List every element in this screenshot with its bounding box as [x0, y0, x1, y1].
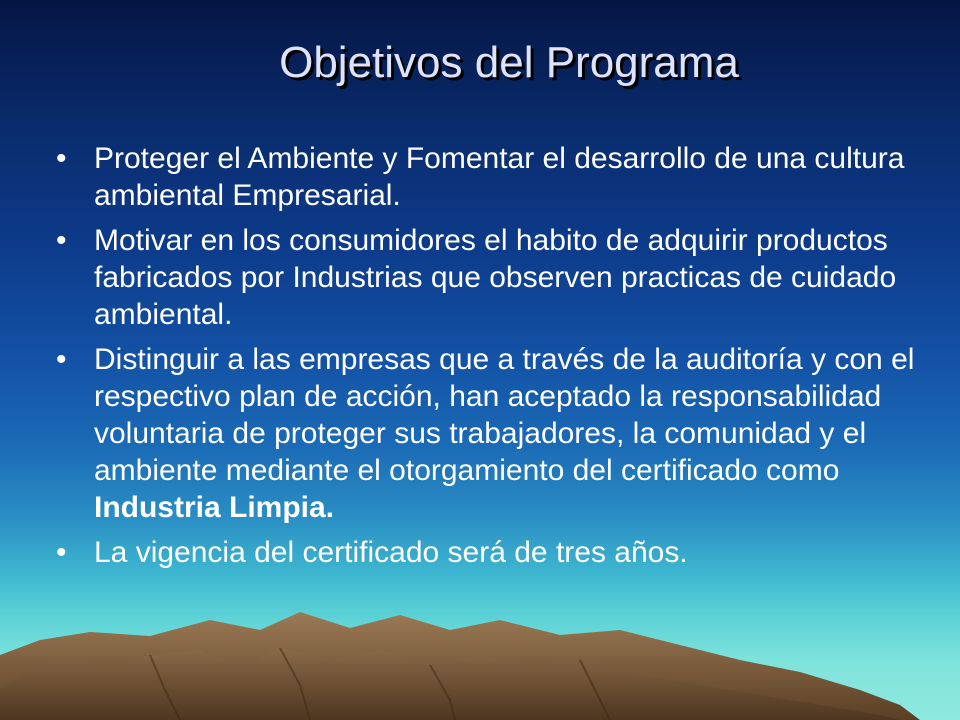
bullet-item: [56, 222, 936, 333]
bullet-item: [56, 341, 936, 526]
bullet-bold-text: Industria Limpia.: [94, 491, 335, 524]
bullet-text: Distinguir a las empresas que a través de la auditoría y con el respectivo plan de acción, han aceptado la responsabilidad voluntaria de proteger sus trabajadores, la comunidad y el ambiente mediante el otorgamiento del certificado como: [94, 343, 915, 487]
bullet-item: [56, 534, 936, 571]
bullet-icon: •: [56, 142, 67, 175]
bullet-item: [56, 140, 936, 214]
bullet-text: Motivar en los consumidores el habito de adquirir productos fabricados por Industrias que observen practicas de cuidado ambiental.: [94, 224, 897, 331]
bullet-icon: •: [56, 536, 67, 569]
bullet-text: La vigencia del certificado será de tres años.: [94, 536, 688, 569]
bullet-icon: •: [56, 224, 67, 257]
bullet-list: [56, 140, 936, 579]
bullet-icon: •: [56, 343, 67, 376]
bullet-text: Proteger el Ambiente y Fomentar el desarrollo de una cultura ambiental Empresarial.: [94, 142, 905, 212]
slide-title: Objetivos del Programa: [279, 38, 739, 87]
